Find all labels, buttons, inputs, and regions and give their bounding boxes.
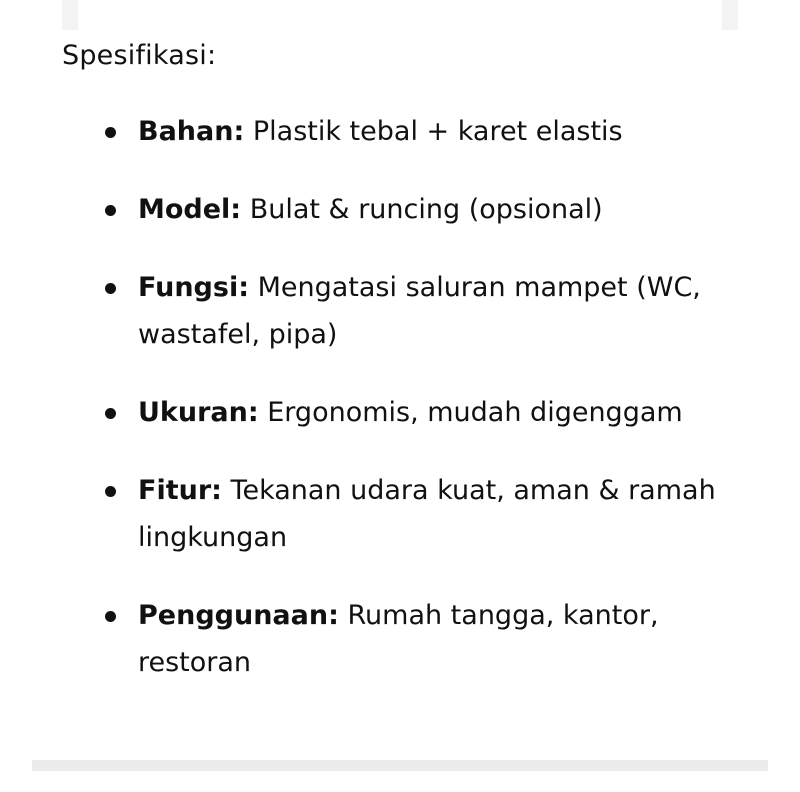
spec-value: Tekanan udara kuat, aman & ramah lingkungan (138, 475, 716, 553)
spec-label: Ukuran: (138, 397, 259, 428)
top-image-edge-right (722, 0, 738, 30)
spec-item-model (100, 186, 720, 233)
spec-label: Fitur: (138, 475, 222, 506)
spec-label: Bahan: (138, 116, 245, 147)
spec-item-fitur (100, 467, 720, 561)
spec-label: Penggunaan: (138, 600, 339, 631)
spec-label: Fungsi: (138, 272, 249, 303)
spec-item-ukuran (100, 389, 720, 436)
top-image-edge-left (62, 0, 78, 30)
spec-list (100, 108, 720, 717)
spec-item-penggunaan (100, 592, 720, 686)
spec-value: Bulat & runcing (opsional) (249, 194, 603, 225)
spec-value: Rumah tangga, kantor, restoran (138, 600, 659, 678)
spec-item-bahan (100, 108, 720, 155)
spec-label: Model: (138, 194, 242, 225)
spec-value: Ergonomis, mudah digenggam (267, 397, 683, 428)
section-title: Spesifikasi: (62, 40, 217, 71)
spec-value: Mengatasi saluran mampet (WC, wastafel, pipa) (138, 272, 701, 350)
spec-value: Plastik tebal + karet elastis (252, 116, 623, 147)
spec-item-fungsi (100, 264, 720, 358)
bottom-divider-bar (32, 760, 768, 771)
